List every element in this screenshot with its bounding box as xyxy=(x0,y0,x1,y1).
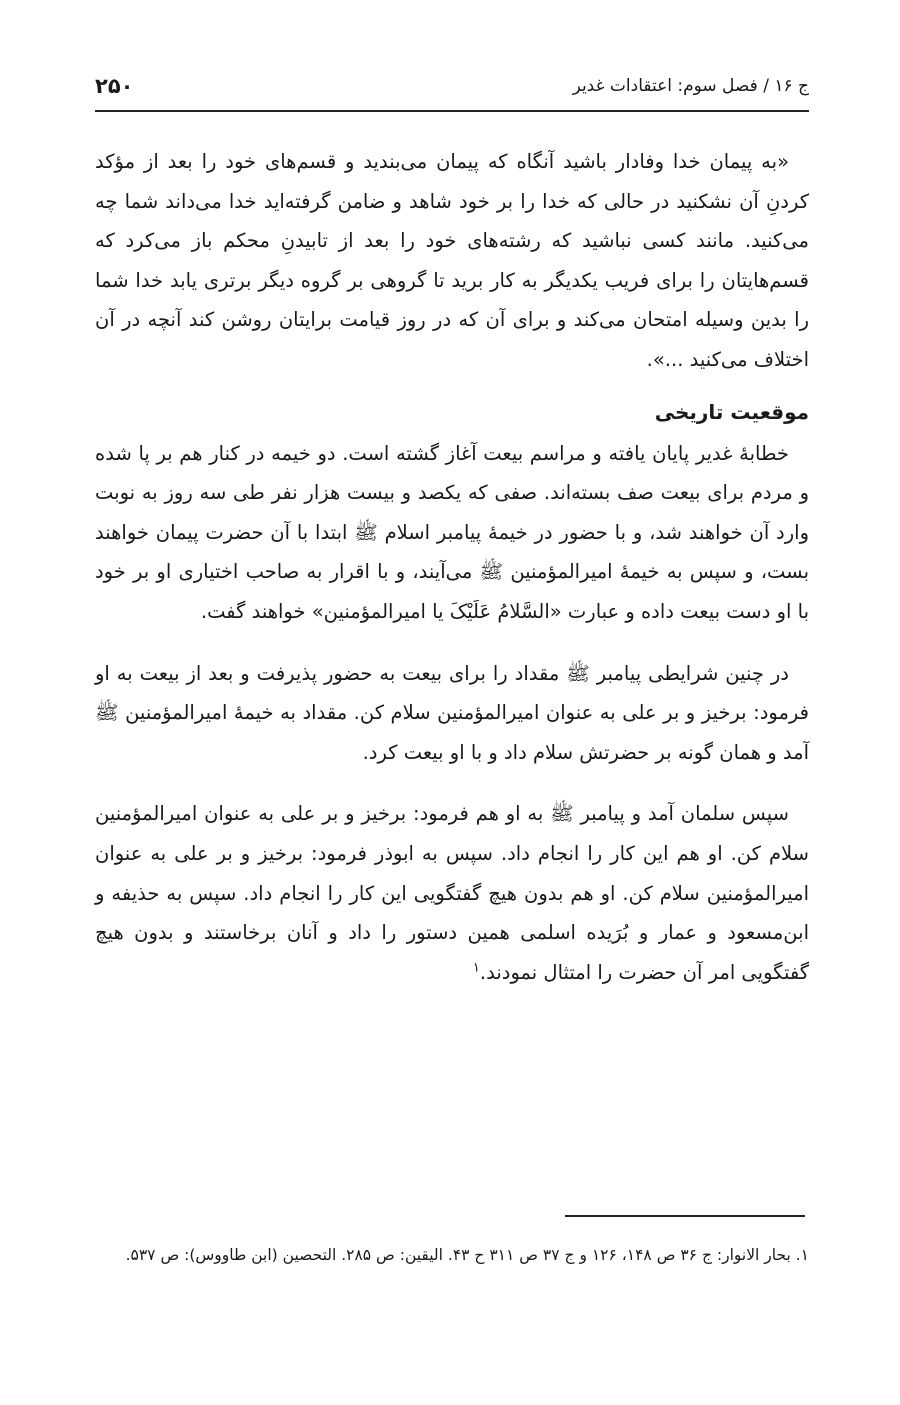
page-header xyxy=(95,62,809,112)
footnote: ۱. بحار الانوار: ج ۳۶ ص ۱۴۸، ۱۲۶ و ج ۳۷ ص ۳۱۱ ح ۴۳. الیقین: ص ۲۸۵. التحصین (ابن طاووس): ص ۵۳۷. xyxy=(125,1246,809,1264)
page-number: ۲۵۰ xyxy=(95,74,134,98)
footnote-divider xyxy=(565,1215,805,1217)
running-head: ج ۱۶ / فصل سوم: اعتقادات غدیر xyxy=(572,76,809,96)
page xyxy=(95,62,809,1000)
paragraph-salman xyxy=(95,794,809,992)
paragraph-miqdad: در چنین شرایطی پیامبر ﷺ مقداد را برای بیعت به حضور پذیرفت و بعد از بیعت به او فرمود: برخیز و بر علی به عنوان امیرالمؤمنین سلام کن. مقداد به خیمهٔ امیرالمؤمنین ﷺ آمد و همان گونه بر حضرتش سلام داد و با او بیعت کرد. xyxy=(95,661,809,764)
section-heading: موقعیت تاریخی xyxy=(654,399,809,424)
footnote-reference: ۱ xyxy=(472,960,480,976)
body-text xyxy=(95,142,809,992)
paragraph-salman-text: سپس سلمان آمد و پیامبر ﷺ به او هم فرمود: برخیز و بر علی به عنوان امیرالمؤمنین سلام کن. او هم این کار را انجام داد. سپس به ابوذر فرمود: برخیز و بر علی به عنوان امیرالمؤمنین سلام کن. او هم بدون هیچ گفتگویی این کار را انجام داد. سپس به حذیفه و ابن‌مسعود و عمار و بُرَیده اسلمی همین دستور را داد و آنان برخاستند و بدون هیچ گفتگویی امر آن حضرت را امتثال نمودند. xyxy=(95,802,809,984)
quote-paragraph: «به پیمان خدا وفادار باشید آنگاه که پیمان می‌بندید و قسم‌های خود را بعد از مؤکد کردنِ آن نشکنید در حالی که خدا را بر خود شاهد و ضامن گرفته‌اید خدا می‌داند شما چه می‌کنید. مانند کسی نباشید که رشته‌های خود را بعد از تابیدنِ محکم باز می‌کرد که قسم‌هایتان را برای فریب یکدیگر به کار برید تا گروهی بر گروه دیگر برتری یابد خدا شما را بدین وسیله امتحان می‌کند و برای آن که در روز قیامت برایتان روشن کند آنچه در آن اختلاف می‌کنید ...». xyxy=(95,150,809,371)
paragraph-historical-setting: خطابهٔ غدیر پایان یافته و مراسم بیعت آغاز گشته است. دو خیمه در کنار هم بر پا شده و مردم برای بیعت صف بسته‌اند. صفی که یکصد و بیست هزار نفر طی سه روز به نوبت وارد آن خواهند شد، و با حضور در خیمهٔ پیامبر اسلام ﷺ ابتدا با آن حضرت پیمان خواهند بست، و سپس به خیمهٔ امیرالمؤمنین ﷺ می‌آیند، و با اقرار به صاحب اختیاری او بر خود با او دست بیعت داده و عبارت «السَّلامُ عَلَیْکَ یا امیرالمؤمنین» خواهند گفت. xyxy=(95,441,809,623)
